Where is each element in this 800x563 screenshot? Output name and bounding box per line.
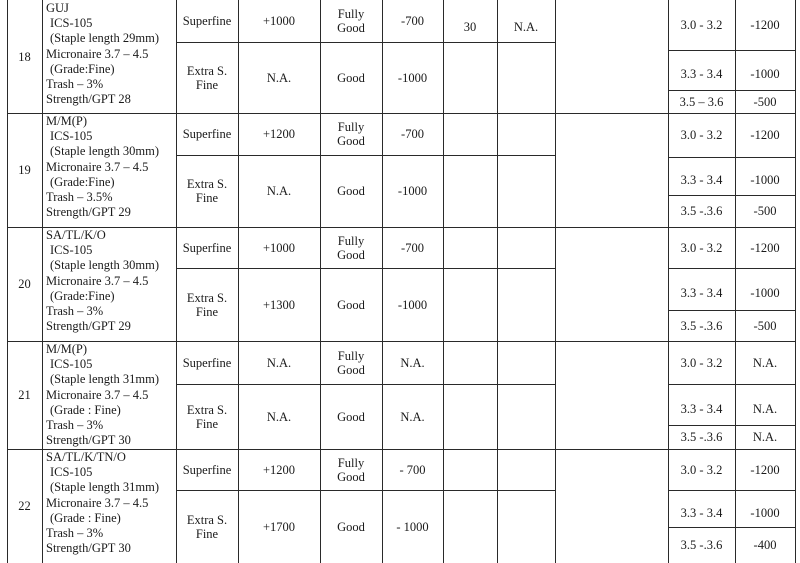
micronaire-adjustment: N.A. [752,401,778,416]
description-line: (Grade:Fine) [50,174,115,189]
grid-vertical-line [42,0,43,563]
premium-value: +1000 [262,14,296,28]
premium-value: N.A. [266,70,292,85]
micronaire-adjustment: -400 [753,538,777,552]
description-line: Strength/GPT 29 [46,205,131,220]
grade-name: Superfine [182,127,232,141]
micronaire-separator [668,90,795,91]
discount-value: - 700 [399,462,426,477]
micronaire-separator [668,425,795,426]
grid-vertical-line [382,0,383,563]
quality-label: Fully Good [337,455,365,484]
micronaire-adjustment: N.A. [752,355,778,370]
grid-vertical-line [795,0,796,563]
grade-name: Superfine [182,240,232,255]
description-line: Strength/GPT 30 [46,433,131,448]
description-line: GUJ [46,1,69,15]
micronaire-adjustment: -1200 [750,240,780,255]
micronaire-range: 3.3 - 3.4 [680,401,723,416]
micronaire-adjustment: N.A. [752,430,778,444]
grade-separator [176,42,555,43]
premium-value: N.A. [266,409,292,424]
description-line: Trash – 3% [46,304,104,318]
description-line: Strength/GPT 29 [46,319,131,334]
grade-separator [176,155,555,156]
grid-vertical-line [668,0,669,563]
grade-name: Superfine [182,462,232,477]
description-line: M/M(P) [46,342,87,356]
discount-value: -700 [401,127,424,141]
micronaire-range: 3.3 - 3.4 [680,173,723,187]
micronaire-separator [668,157,795,158]
micronaire-adjustment: -500 [753,94,777,109]
grid-vertical-line [497,0,498,563]
quality-label: Fully Good [337,233,365,262]
description-line: (Staple length 30mm) [50,144,160,159]
discount-value: -1000 [397,297,428,312]
description-line: (Grade:Fine) [50,61,115,76]
discount-value: -1000 [397,184,428,198]
quality-label: Fully Good [337,120,365,148]
grade-name: Superfine [182,14,232,28]
micronaire-separator [668,268,795,269]
micronaire-range: 3.3 - 3.4 [680,286,723,300]
micronaire-separator [668,310,795,311]
micronaire-adjustment: -1200 [750,18,780,32]
micronaire-range: 3.0 - 3.2 [680,355,723,370]
description-line: Trash – 3% [46,77,104,91]
description-line: Micronaire 3.7 – 4.5 [46,273,149,288]
micronaire-separator [668,195,795,196]
premium-value: N.A. [266,184,292,198]
grade-name: Superfine [182,355,232,370]
description-line: ICS-105 [50,465,93,480]
micronaire-range: 3.5 -.3.6 [680,318,723,333]
premium-value: +1700 [262,519,296,534]
row-border [7,227,795,228]
premium-value: N.A. [266,355,292,370]
description-line: Micronaire 3.7 – 4.5 [46,46,149,61]
micronaire-range: 3.3 - 3.4 [680,67,723,81]
grade-separator [176,268,555,269]
description-line: Trash – 3.5% [46,190,113,204]
quality-label: Good [337,297,365,312]
micronaire-adjustment: -1000 [750,173,780,187]
row-number: 21 [18,388,31,402]
micronaire-separator [668,384,795,385]
discount-value: N.A. [400,355,425,370]
grade-name: Extra S. Fine [186,63,228,92]
description-line: (Staple length 29mm) [50,31,160,46]
grade-name: Extra S. Fine [186,512,228,541]
description-line: ICS-105 [50,129,93,144]
extra-value: N.A. [513,20,539,34]
row-number: 19 [18,163,31,177]
discount-value: N.A. [400,409,425,424]
quality-label: Good [337,519,365,534]
description-line: Trash – 3% [46,526,104,540]
quality-label: Good [337,409,365,424]
quality-label: Fully Good [337,7,365,35]
quality-label: Fully Good [337,348,365,377]
premium-value: +1200 [262,462,296,477]
micronaire-range: 3.5 -.3.6 [680,538,723,552]
micronaire-range: 3.5 – 3.6 [679,94,724,109]
micronaire-range: 3.5 -.3.6 [680,204,723,218]
grade-name: Extra S. Fine [186,177,228,205]
micronaire-separator [668,50,795,51]
row-number: 20 [18,277,31,291]
grid-vertical-line [735,0,736,563]
micronaire-adjustment: -500 [753,204,777,218]
micronaire-range: 3.0 - 3.2 [680,240,723,255]
description-line: Strength/GPT 30 [46,541,131,556]
micronaire-adjustment: -1200 [750,462,780,477]
grid-vertical-line [443,0,444,563]
description-line: Micronaire 3.7 – 4.5 [46,387,149,402]
grid-vertical-line [320,0,321,563]
micronaire-range: 3.0 - 3.2 [680,18,723,32]
grid-vertical-line [7,0,8,563]
micronaire-range: 3.0 - 3.2 [680,462,723,477]
micronaire-adjustment: -1000 [750,505,780,520]
discount-value: -700 [401,14,424,28]
description-line: (Grade:Fine) [50,288,115,303]
quality-label: Good [337,184,365,198]
premium-value: +1200 [262,127,296,141]
row-number: 22 [18,499,31,513]
micronaire-range: 3.3 - 3.4 [680,505,723,520]
grid-vertical-line [176,0,177,563]
micronaire-separator [668,490,795,491]
premium-value: +1300 [262,297,296,312]
micronaire-adjustment: -1000 [750,67,780,81]
description-line: (Grade : Fine) [50,510,121,525]
description-line: SA/TL/K/O [46,228,106,242]
row-border [7,341,795,342]
description-line: Strength/GPT 28 [46,92,131,107]
description-line: Micronaire 3.7 – 4.5 [46,495,149,510]
description-line: (Staple length 30mm) [50,258,160,273]
discount-value: -700 [401,240,424,255]
description-line: SA/TL/K/TN/O [46,450,126,464]
grade-separator [176,490,555,491]
quality-label: Good [337,70,365,85]
grid-vertical-line [555,0,556,563]
row-border [7,113,795,114]
description-line: (Staple length 31mm) [50,480,160,495]
description-line: ICS-105 [50,243,93,258]
description-line: M/M(P) [46,114,87,128]
micronaire-adjustment: -1200 [750,128,780,142]
description-line: (Grade : Fine) [50,402,121,417]
description-line: Micronaire 3.7 – 4.5 [46,159,149,174]
extra-value: 30 [463,20,477,34]
description-line: Trash – 3% [46,418,104,432]
micronaire-separator [668,527,795,528]
micronaire-range: 3.0 - 3.2 [680,128,723,142]
grade-separator [176,384,555,385]
micronaire-adjustment: -1000 [750,286,780,300]
row-number: 18 [18,49,31,64]
grade-name: Extra S. Fine [186,290,228,319]
discount-value: -1000 [397,70,428,85]
description-line: ICS-105 [50,357,93,372]
discount-value: - 1000 [396,519,429,534]
premium-value: +1000 [262,240,296,255]
micronaire-adjustment: -500 [753,318,777,333]
description-line: (Staple length 31mm) [50,372,160,387]
micronaire-range: 3.5 -.3.6 [680,430,723,444]
grade-name: Extra S. Fine [186,402,228,431]
grid-vertical-line [238,0,239,563]
description-line: ICS-105 [50,16,93,31]
